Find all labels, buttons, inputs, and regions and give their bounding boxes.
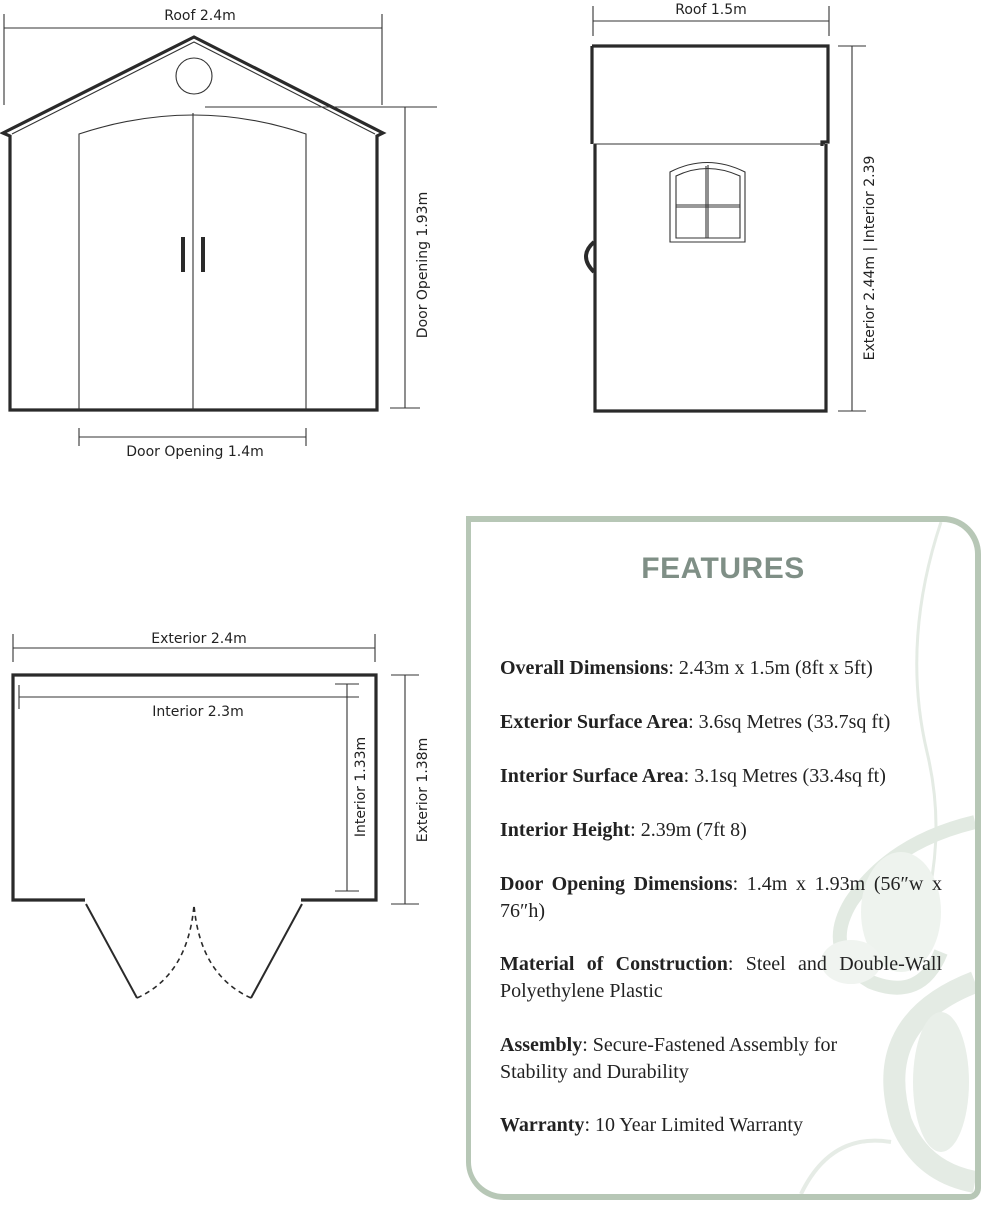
feature-assembly: Assembly: Secure-Fastened Assembly for Stability and Durability	[500, 1034, 838, 1083]
feature-warranty: Warranty: 10 Year Limited Warranty	[500, 1114, 803, 1136]
side-wall-outline	[595, 144, 826, 411]
floor-plan	[13, 631, 431, 998]
plan-exterior-depth-label: Exterior 1.38m	[415, 737, 431, 843]
features-title: FEATURES	[641, 552, 805, 585]
plan-interior-width-label: Interior 2.3m	[152, 704, 244, 720]
features-panel	[466, 516, 981, 1200]
plan-door-swing-left	[137, 905, 194, 998]
side-roof-label: Roof 1.5m	[675, 2, 747, 18]
plan-door-swing-right	[194, 905, 251, 998]
front-roof-label: Roof 2.4m	[164, 8, 236, 24]
door-width-label: Door Opening 1.4m	[126, 444, 264, 460]
plan-interior-depth-label: Interior 1.33m	[353, 736, 369, 838]
feature-interior-height: Interior Height: 2.39m (7ft 8)	[500, 819, 747, 841]
plan-door-leaf-left	[86, 904, 137, 998]
door-height-label: Door Opening 1.93m	[415, 191, 431, 339]
feature-exterior-surface-area: Exterior Surface Area: 3.6sq Metres (33.7sq ft)	[500, 711, 891, 733]
feature-overall-dimensions: Overall Dimensions: 2.43m x 1.5m (8ft x 5ft)	[500, 657, 873, 679]
side-height-label: Exterior 2.44m | Interior 2.39	[862, 155, 878, 361]
feature-interior-surface-area: Interior Surface Area: 3.1sq Metres (33.4sq ft)	[500, 765, 886, 787]
side-view	[586, 2, 878, 411]
plan-exterior-width-label: Exterior 2.4m	[151, 631, 247, 647]
feature-material-of-construction: Material of Construction: Steel and Double-Wall Polyethylene Plastic	[500, 953, 943, 1002]
front-view	[3, 8, 437, 460]
feature-door-opening-dimensions: Door Opening Dimensions: 1.4m x 1.93m (56″w x 76″h)	[500, 873, 942, 922]
floral-swirl-decoration	[471, 522, 975, 1194]
side-roof-block	[592, 46, 828, 146]
plan-door-leaf-right	[251, 904, 302, 998]
side-door-hinge	[586, 242, 594, 272]
roof-vent	[176, 58, 212, 94]
